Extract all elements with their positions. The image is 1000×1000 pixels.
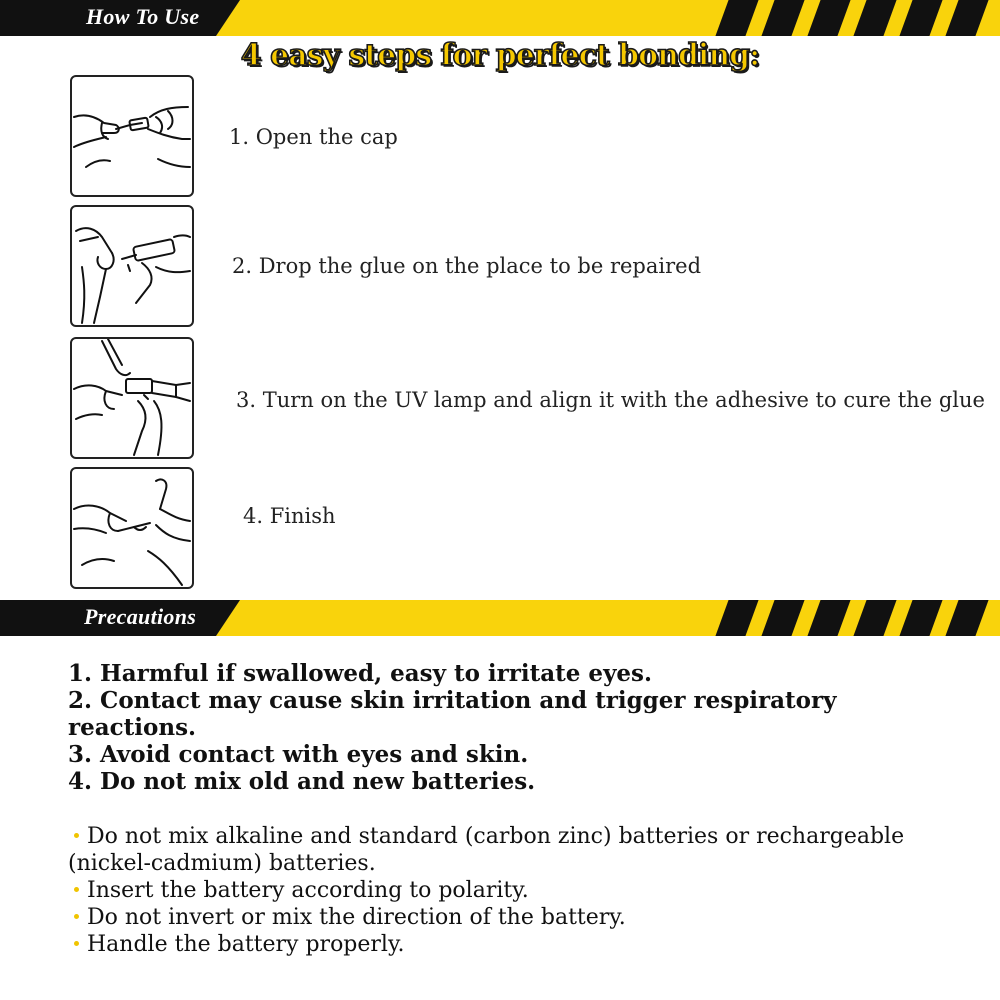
step-1-illustration — [70, 75, 194, 197]
hazard-stripe — [899, 0, 942, 36]
bullet-dot-icon — [74, 833, 79, 838]
battery-note-text: Do not mix alkaline and standard (carbon zinc) batteries or rechargeable (nickel-cadmium) batteries. — [68, 824, 905, 876]
bullet-dot-icon — [74, 914, 79, 919]
step-2-text: 2. Drop the glue on the place to be repaired — [232, 254, 702, 278]
step-4-text: 4. Finish — [243, 504, 336, 528]
battery-note — [68, 823, 968, 877]
uv-lamp-illustration-icon — [72, 339, 192, 457]
step-3-illustration — [70, 337, 194, 459]
step-1-text: 1. Open the cap — [229, 125, 398, 149]
hazard-stripe — [899, 600, 942, 636]
hazard-stripe — [945, 0, 988, 36]
how-to-use-title: How To Use — [86, 4, 200, 29]
open-cap-illustration-icon — [72, 77, 192, 195]
battery-note — [68, 931, 968, 958]
battery-note-text: Handle the battery properly. — [87, 932, 405, 957]
precaution-item: 1. Harmful if swallowed, easy to irritate eyes. — [68, 660, 653, 687]
battery-note-text: Do not invert or mix the direction of the battery. — [87, 905, 626, 930]
hazard-stripe — [715, 600, 758, 636]
precautions-list — [68, 660, 948, 795]
precaution-item: 2. Contact may cause skin irritation and trigger respiratory reactions. — [68, 687, 837, 741]
hazard-stripe — [761, 0, 804, 36]
battery-note — [68, 877, 968, 904]
apply-glue-illustration-icon — [72, 207, 192, 325]
bullet-dot-icon — [74, 887, 79, 892]
hazard-stripe — [807, 0, 850, 36]
battery-note-text: Insert the battery according to polarity. — [87, 878, 529, 903]
hazard-stripe — [761, 600, 804, 636]
headline: 4 easy steps for perfect bonding: — [240, 38, 760, 73]
precautions-title: Precautions — [84, 604, 197, 629]
hazard-stripe — [807, 600, 850, 636]
step-3-text: 3. Turn on the UV lamp and align it with the adhesive to cure the glue — [236, 388, 985, 412]
finished-repair-illustration-icon — [72, 469, 192, 587]
hazard-stripe — [945, 600, 988, 636]
step-2-illustration — [70, 205, 194, 327]
precaution-item: 4. Do not mix old and new batteries. — [68, 768, 536, 795]
hazard-stripe — [853, 0, 896, 36]
battery-note — [68, 904, 968, 931]
hazard-stripe — [853, 600, 896, 636]
step-4-illustration — [70, 467, 194, 589]
hazard-stripe — [715, 0, 758, 36]
battery-notes-list — [68, 823, 968, 958]
precaution-item: 3. Avoid contact with eyes and skin. — [68, 741, 529, 768]
how-to-use-header-band — [0, 0, 1000, 36]
bullet-dot-icon — [74, 941, 79, 946]
precautions-header-band — [0, 600, 1000, 636]
